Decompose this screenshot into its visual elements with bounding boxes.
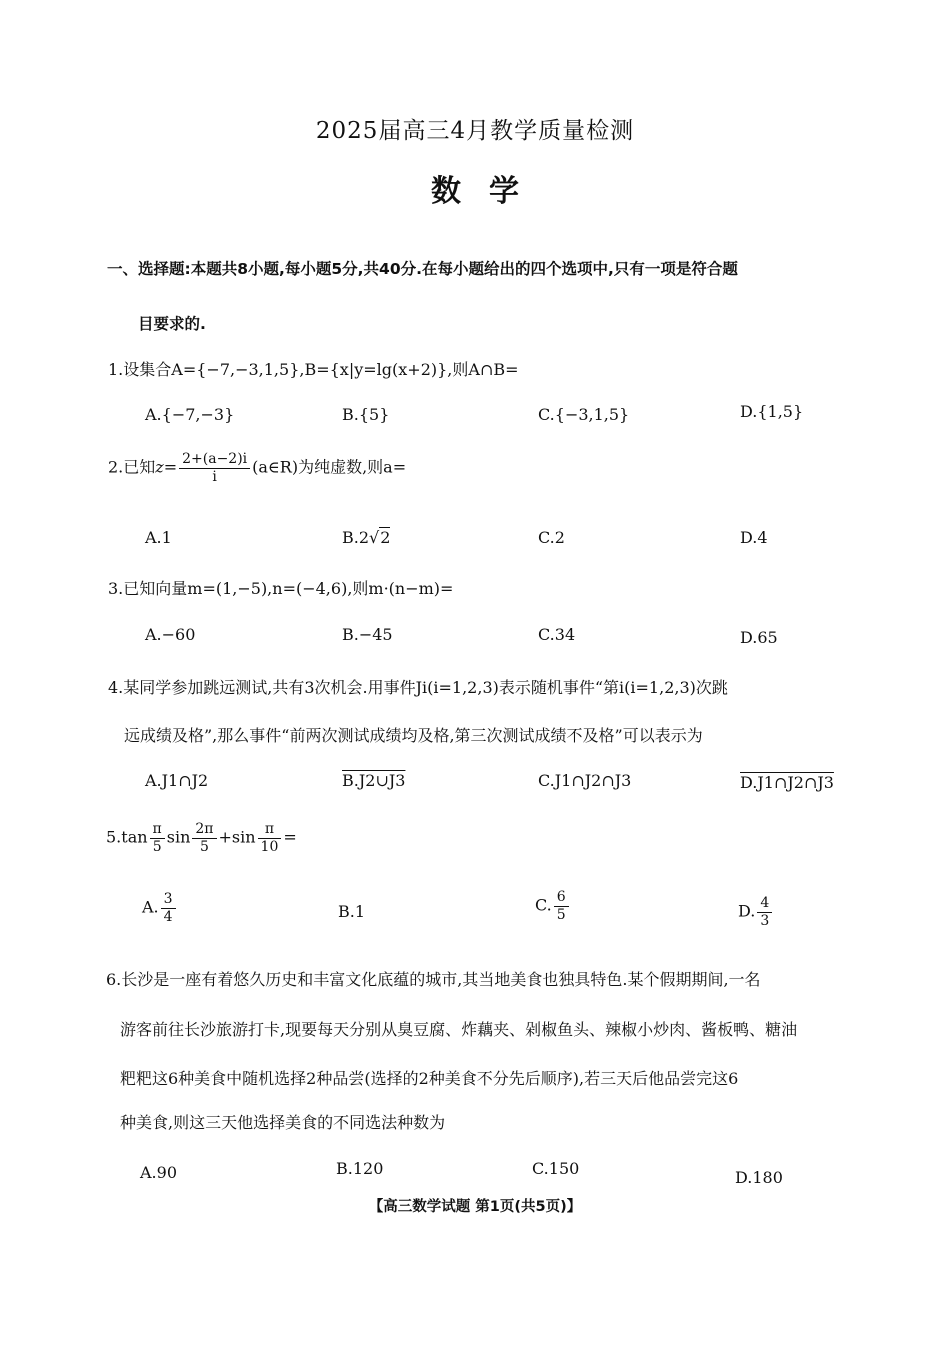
question-1-option-b: B.{5} [342,405,390,424]
question-5-frac-3-num: π [258,822,282,839]
question-1-option-d: D.{1,5} [740,402,804,421]
question-5-option-a-den: 4 [163,908,173,925]
question-3-option-a: A.−60 [145,625,196,644]
question-5-frac-3-den: 10 [260,838,279,855]
section-heading-line1: 一、选择题:本题共8小题,每小题5分,共40分.在每小题给出的四个选项中,只有一项是符合题 [107,260,738,278]
question-5-option-a-frac [161,892,176,924]
question-4-option-b: B.J2∪J3 [342,771,406,790]
page-footer: 【高三数学试题 第1页(共5页)】 [368,1199,582,1215]
question-5-option-a [142,892,178,924]
question-2-prefix: 2.已知 [108,457,156,477]
question-5-option-d-frac [757,896,772,928]
question-2-fraction [179,452,250,484]
question-5-option-c [535,890,571,922]
question-5-sin: sin [166,827,191,847]
question-5-option-a-label: A. [142,897,159,917]
question-5-option-c-label: C. [535,895,552,915]
exam-title: 2025届高三4月教学质量检测 [315,118,635,144]
question-6-line3: 粑粑这6种美食中随机选择2种品尝(选择的2种美食不分先后顺序),若三天后他品尝完这6 [120,1069,739,1088]
question-5-stem [106,822,297,854]
question-2-stem [108,452,406,484]
section-heading-line2: 目要求的. [138,315,206,333]
question-1-option-c: C.{−3,1,5} [538,405,630,424]
question-6-line2: 游客前往长沙旅游打卡,现要每天分别从臭豆腐、炸藕夹、剁椒鱼头、辣椒小炒肉、酱板鸭、糖油 [120,1020,798,1039]
question-4-option-c: C.J1∩J2∩J3 [538,771,632,790]
question-5-eq: = [283,827,297,847]
question-1-option-a: A.{−7,−3} [145,405,235,424]
question-5-option-b: B.1 [338,902,366,921]
question-6-line1: 6.长沙是一座有着悠久历史和丰富文化底蕴的城市,其当地美食也独具特色.某个假期期间,一名 [106,970,761,989]
question-5-option-c-frac [554,890,569,922]
question-5-option-d-den: 3 [760,912,770,929]
question-3-option-b: B.−45 [342,625,393,644]
question-6-option-b: B.120 [336,1159,384,1178]
sqrt-icon: √ [369,528,380,547]
question-4-line2: 远成绩及格”,那么事件“前两次测试成绩均及格,第三次测试成绩不及格”可以表示为 [124,726,703,745]
question-5-tan: 5.tan [106,827,148,847]
question-2-option-b [342,528,390,547]
question-5-option-d [738,896,774,928]
question-2-denominator: i [212,468,217,485]
question-5-frac-2-num: 2π [192,822,216,839]
question-5-frac-1 [150,822,165,854]
question-5-option-a-num: 3 [161,892,176,909]
question-2-option-a: A.1 [145,528,172,547]
question-4-option-a: A.J1∩J2 [145,771,209,790]
question-2-z: z [155,457,164,477]
question-2-option-d: D.4 [740,528,768,547]
question-5-option-d-label: D. [738,901,756,921]
question-5-option-c-num: 6 [554,890,569,907]
question-3-stem: 3.已知向量m=(1,−5),n=(−4,6),则m·(n−m)= [108,579,454,598]
question-6-option-d: D.180 [735,1168,783,1187]
subject-title: 数学 [431,174,547,209]
question-5-frac-2 [192,822,216,854]
question-2-option-b-label: B.2 [342,528,370,547]
question-2-numerator: 2+(a−2)i [179,452,250,469]
question-5-option-c-den: 5 [556,906,566,923]
question-3-option-c: C.34 [538,625,576,644]
question-2-eq: = [163,457,178,477]
question-6-option-a: A.90 [140,1163,177,1182]
question-4-line1: 4.某同学参加跳远测试,共有3次机会.用事件Ji(i=1,2,3)表示随机事件“第i(i=1,2,3)次跳 [108,678,728,697]
question-1-stem: 1.设集合A={−7,−3,1,5},B={x|y=lg(x+2)},则A∩B= [108,360,519,379]
question-5-plus-sin: +sin [218,827,256,847]
question-2-sqrt-arg: 2 [380,528,391,547]
question-5-frac-1-num: π [150,822,165,839]
question-2-suffix: (a∈R)为纯虚数,则a= [252,457,407,477]
question-3-option-d: D.65 [740,628,778,647]
question-6-option-c: C.150 [532,1159,580,1178]
question-5-frac-1-den: 5 [152,838,162,855]
question-2-option-c: C.2 [538,528,565,547]
question-5-option-d-num: 4 [757,896,772,913]
question-5-frac-3 [258,822,282,854]
question-5-frac-2-den: 5 [199,838,209,855]
question-6-line4: 种美食,则这三天他选择美食的不同选法种数为 [120,1113,446,1132]
question-4-option-d: D.J1∩J2∩J3 [740,773,834,792]
